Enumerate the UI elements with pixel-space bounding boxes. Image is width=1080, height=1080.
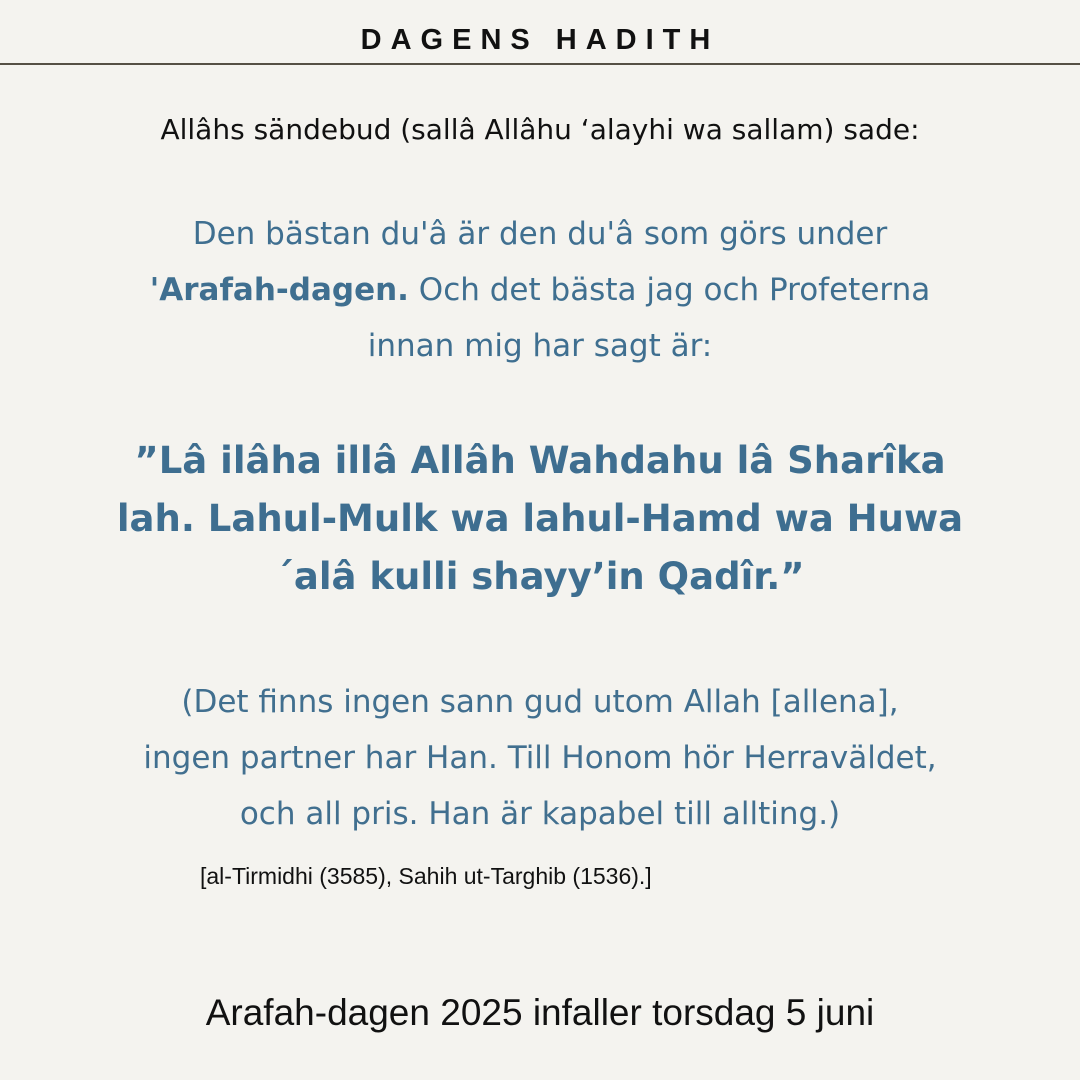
hadith-text [40, 206, 1040, 374]
hadith-line-2 [40, 262, 1040, 318]
translation-text [40, 674, 1040, 842]
footer-date-note: Arafah-dagen 2025 infaller torsdag 5 juni [205, 992, 875, 1033]
intro-text: Allâhs sändebud (sallâ Allâhu ‘alayhi wa sallam) sade: [160, 113, 920, 146]
translation-line-2: ingen partner har Han. Till Honom hör Herraväldet, [143, 740, 937, 776]
translation-line-1: (Det finns ingen sann gud utom Allah [allena], [181, 684, 899, 720]
dhikr-line-3: ´alâ kulli shayy’in Qadîr.” [275, 555, 805, 598]
hadith-line-3: innan mig har sagt är: [367, 328, 713, 364]
dhikr-line-2: lah. Lahul-Mulk wa lahul-Hamd wa Huwa [116, 497, 964, 540]
hadith-line-1: Den bästan du'â är den du'â som görs under [192, 216, 888, 252]
dhikr-text [40, 432, 1040, 606]
page-title: DAGENS HADITH [360, 24, 720, 56]
source-reference: [al-Tirmidhi (3585), Sahih ut-Targhib (1536).] [200, 863, 652, 889]
header-divider [0, 63, 1080, 65]
dhikr-line-1: ”Lâ ilâha illâ Allâh Wahdahu lâ Sharîka [134, 439, 946, 482]
hadith-emphasis: 'Arafah-dagen. [149, 272, 409, 308]
translation-line-3: och all pris. Han är kapabel till allting.) [239, 796, 841, 832]
hadith-line-2-rest: Och det bästa jag och Profeterna [408, 272, 931, 308]
